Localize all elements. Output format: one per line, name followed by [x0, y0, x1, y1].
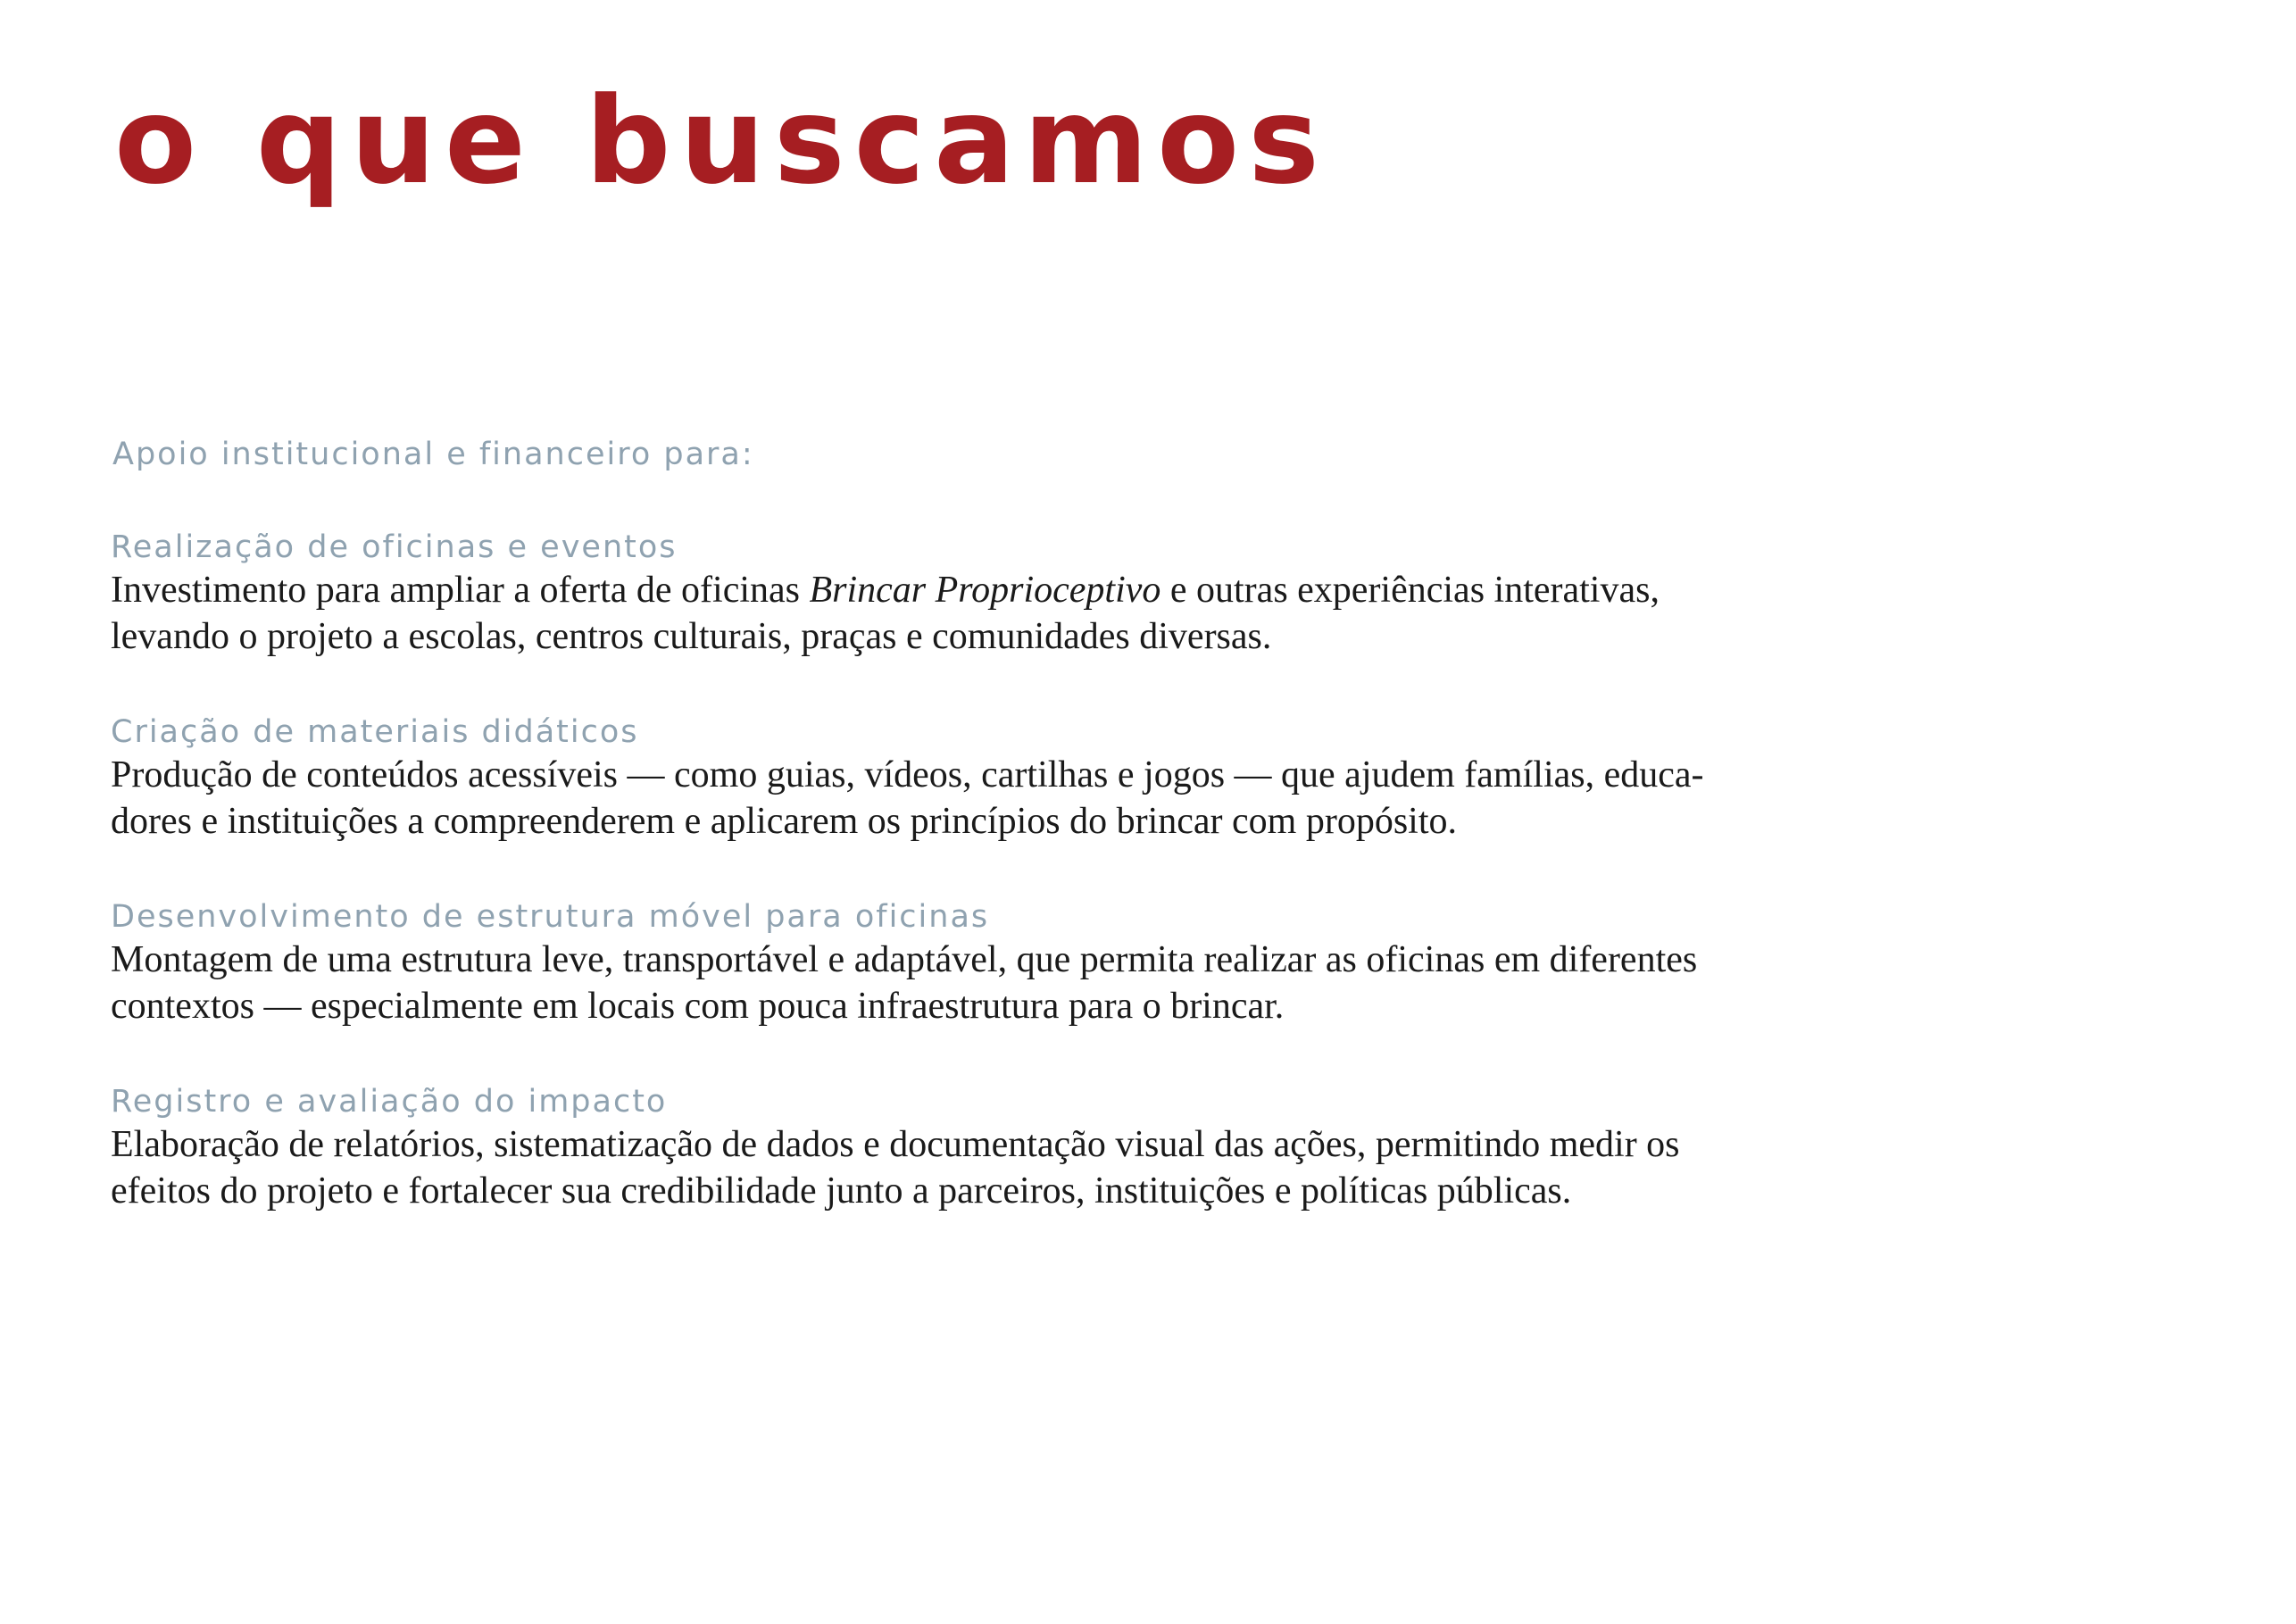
section-body-line-2: levando o projeto a escolas, centros culturais, praças e comunidades diversas.: [111, 616, 1272, 657]
body-text: e outras experiências interativas,: [1160, 570, 1660, 611]
section-registro-avaliacao: [111, 1082, 1896, 1214]
section-materiais-didaticos: [111, 712, 1896, 845]
section-heading: Criação de materiais didáticos: [111, 714, 639, 750]
section-body-line-2: efeitos do projeto e fortalecer sua credibilidade junto a parceiros, instituições e políticas públicas.: [111, 1170, 1572, 1212]
section-body-line-2: dores e instituições a compreenderem e aplicarem os princípios do brincar com propósito.: [111, 801, 1458, 842]
project-name-italic: Brincar Proprioceptivo: [809, 570, 1161, 611]
section-body-line-2: contextos — especialmente em locais com pouca infraestrutura para o brincar.: [111, 986, 1285, 1027]
body-text: Investimento para ampliar a oferta de oficinas: [111, 570, 810, 611]
section-body-line-1: Elaboração de relatórios, sistematização de dados e documentação visual das ações, permitindo medir os: [111, 1124, 1680, 1165]
section-body-line-1: Montagem de uma estrutura leve, transportável e adaptável, que permita realizar as oficinas em diferentes: [111, 939, 1698, 980]
section-estrutura-movel: [111, 897, 1896, 1029]
section-oficinas-eventos: [111, 528, 1896, 660]
section-heading: Desenvolvimento de estrutura móvel para oficinas: [111, 899, 990, 935]
section-heading: Realização de oficinas e eventos: [111, 529, 678, 565]
section-body-line-1: [111, 567, 1896, 613]
section-heading: Registro e avaliação do impacto: [111, 1084, 668, 1120]
intro-text: Apoio institucional e financeiro para:: [112, 437, 754, 472]
page-title: o que buscamos: [114, 71, 1328, 211]
section-body-line-1: Produção de conteúdos acessíveis — como guias, vídeos, cartilhas e jogos — que ajudem famílias, educa-: [111, 754, 1704, 795]
